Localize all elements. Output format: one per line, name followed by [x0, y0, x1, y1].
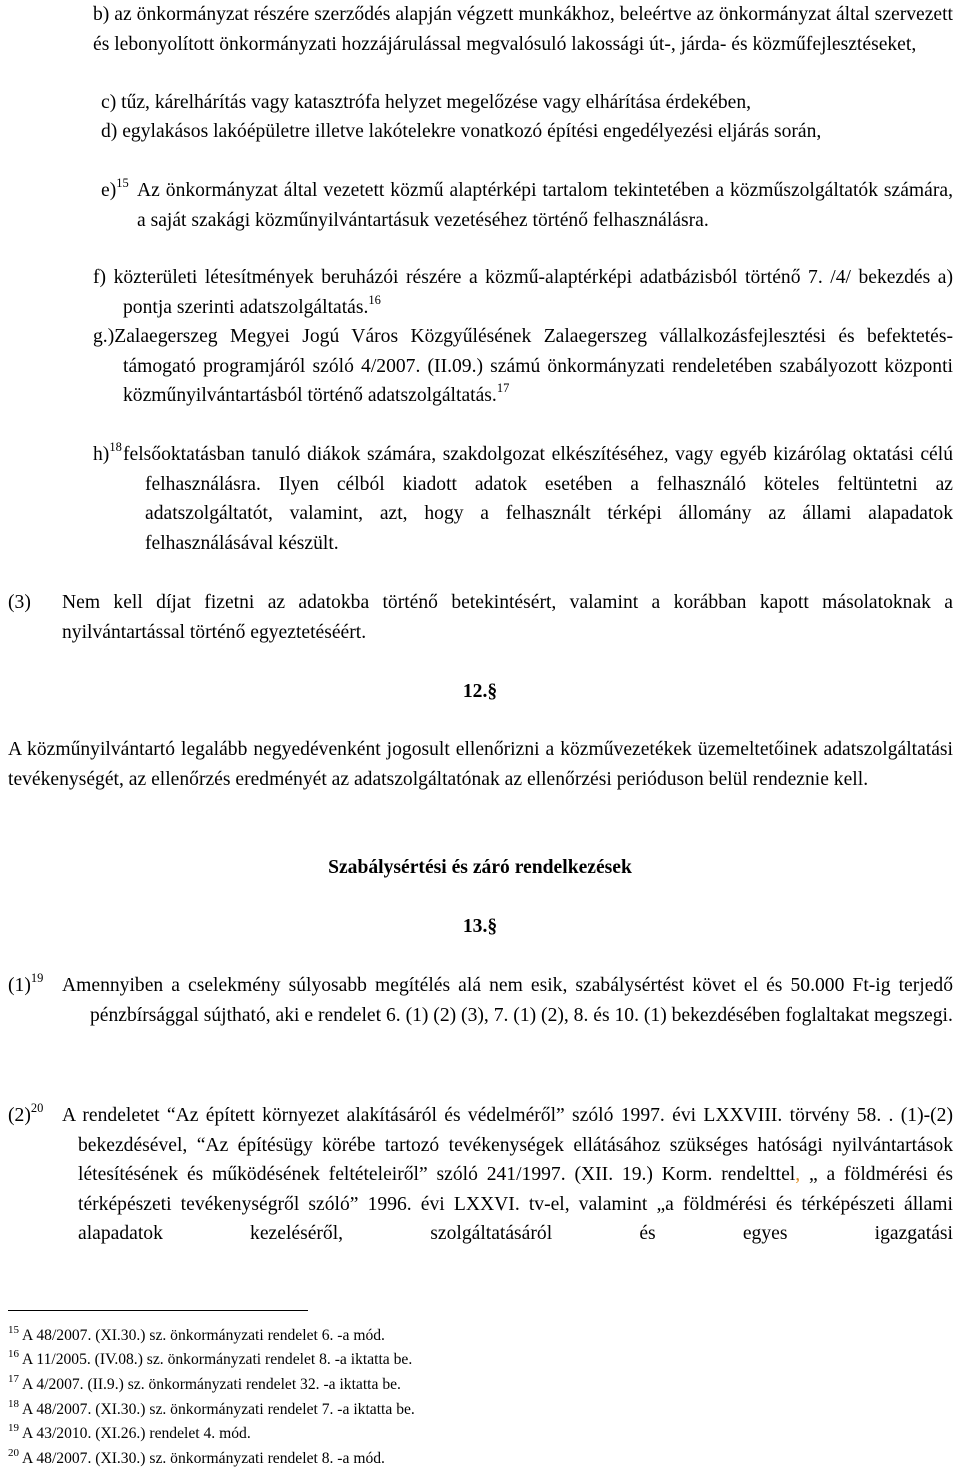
list-item-e-label: e)$^{15}$ — [101, 176, 129, 201]
list-item-f — [93, 263, 953, 322]
section-sign-icon: § — [487, 681, 498, 702]
chapter-heading: Szabálysértési és záró rendelkezések — [328, 857, 632, 878]
footnote: $^{17}$ A 4/2007. (II.9.) sz. önkormányzati rendelet 32. -a iktatta be. — [8, 1373, 401, 1393]
list-item-d — [101, 117, 953, 147]
section-13-paragraph-2 — [8, 1101, 953, 1249]
footnote-separator — [8, 1310, 308, 1311]
list-item-f-text: f) közterületi létesítmények beruházói részére a közmű-alaptérképi adatbázisból történő 7. /4/ bekezdés a) pontja szerinti adatszolgáltatás. — [93, 267, 953, 318]
section-sign-icon: § — [487, 916, 498, 937]
list-item-c-text: c) tűz, kárelhárítás vagy katasztrófa helyzet megelőzése vagy elhárítása érdekében, — [101, 92, 752, 113]
list-item-b — [93, 0, 953, 59]
list-item-b-text: b) az önkormányzat részére szerződés alapján végzett munkákhoz, beleértve az önkormányzat által szervezett és lebonyolított önkormányzati hozzájárulással megvalósuló lakossági út-, járda- és közműfejlesztéseket, — [93, 4, 953, 55]
list-item-h-label: h)$^{18}$ — [93, 440, 122, 465]
footnote: $^{16}$ A 11/2005. (IV.08.) sz. önkormányzati rendelet 8. -a iktatta be. — [8, 1348, 413, 1368]
paragraph-3-label: (3) — [8, 592, 31, 613]
section-12-heading: 12.§ — [462, 681, 498, 702]
section-12-text: A közműnyilvántartó legalább negyedévenként jogosult ellenőrizni a közművezetékek üzemeltetőinek adatszolgáltatási tevékenységét, az ellenőrzés eredményét az adatszolgáltatónak az ellenőrzési perióduson belül rendeznie kell. — [8, 739, 953, 790]
footnote: $^{15}$ A 48/2007. (XI.30.) sz. önkormányzati rendelet 6. -a mód. — [8, 1324, 385, 1344]
section-13-paragraph-1-text: Amennyiben a cselekmény súlyosabb megítélés alá nem esik, szabálysértést követ el és 50.000 Ft-ig terjedő pénzbírsággal sújtható, aki e rendelet 6. (1) (2) (3), 7. (1) (2), 8. és 10. (1) bekezdésében foglaltakat megszegi. — [62, 975, 953, 1026]
section-13-paragraph-1-label: $(1)^{19}$ — [8, 971, 44, 996]
section-13-paragraph-2-text: A rendeletet “Az épített környezet alakításáról és védelméről” szóló 1997. évi LXXVIII. törvény 58. . (1)-(2) bekezdésével, “Az építésügy körébe tartozó tevékenységek ellátásához szükséges hatósági nyilvántartások létesítésének és működésének feltételeiről” szóló 241/1997. (XII. 19.) Korm. rendelttel, „ a földmérési és térképészeti tevékenységről szóló” 1996. évi LXXVI. tv-el, valamint „a földmérési és térképészeti állami alapadatok kezeléséről, szolgáltatásáról és egyes igazgatási — [62, 1105, 953, 1245]
footnote-ref: 20 — [30, 1101, 44, 1115]
section-13-heading: 13.§ — [462, 916, 498, 937]
footnote: $^{19}$ A 43/2010. (XI.26.) rendelet 4. mód. — [8, 1422, 251, 1442]
section-13-paragraph-2-label: $(2)^{20}$ — [8, 1101, 44, 1126]
list-item-e-text: Az önkormányzat által vezetett közmű alaptérképi tartalom tekintetében a közműszolgáltatók számára, a saját szakági közműnyilvántartásuk vezetéséhez történő felhasználásra. — [137, 180, 953, 231]
list-item-g-text: g.)Zalaegerszeg Megyei Jogú Város Közgyűlésének Zalaegerszeg vállalkozásfejlesztési és befektetés-támogató programjáról szóló 4/2007. (II.09.) számú önkormányzati rendeletében szabályozott központi közműnyilvántartásból történő adatszolgáltatás. — [93, 326, 953, 407]
paragraph-3 — [8, 588, 953, 647]
footnote: $^{20}$ A 48/2007. (XI.30.) sz. önkormányzati rendelet 8. -a mód. — [8, 1447, 385, 1467]
highlighted-comma: , — [795, 1164, 801, 1186]
footnote: $^{18}$ A 48/2007. (XI.30.) sz. önkormányzati rendelet 7. -a iktatta be. — [8, 1398, 415, 1418]
footnote-ref: 18 — [109, 440, 122, 454]
list-item-h-text: felsőoktatásban tanuló diákok számára, szakdolgozat elkészítéséhez, vagy egyéb kizárólag oktatási célú felhasználásra. Ilyen célból kiadott adatok esetében a felhasználó köteles feltüntetni az adatszolgáltatót, valamint, azt, hogy a felhasznált térképi állomány az állami alapadatok felhasználásával készült. — [123, 444, 953, 554]
footnote-ref: 17 — [496, 381, 510, 396]
footnote-ref: 19 — [30, 971, 44, 985]
list-item-g — [93, 322, 953, 411]
list-item-d-text: d) egylakásos lakóépületre illetve lakótelekre vonatkozó építési engedélyezési eljárás során, — [101, 121, 822, 142]
paragraph-3-text: Nem kell díjat fizetni az adatokba történő betekintésért, valamint a korábban kapott másolatoknak a nyilvántartással történő egyeztetéséért. — [62, 592, 953, 643]
list-item-e — [101, 176, 953, 235]
footnote-ref: 15 — [116, 176, 129, 190]
list-item-h — [93, 440, 953, 558]
footnote-ref: 16 — [368, 292, 381, 307]
section-13-paragraph-1 — [8, 971, 953, 1030]
list-item-c — [101, 88, 953, 118]
